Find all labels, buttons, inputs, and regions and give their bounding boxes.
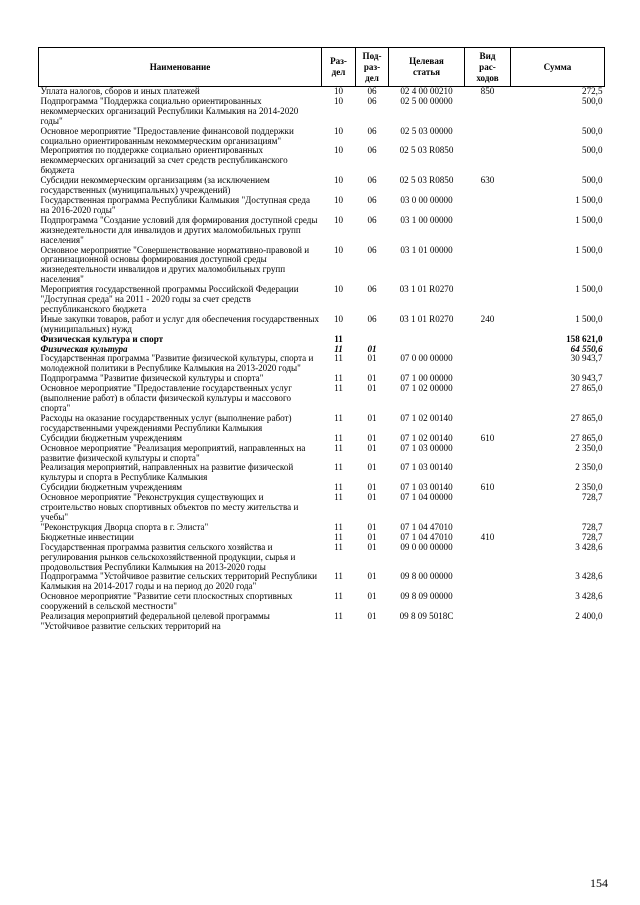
row-sum: 272,5 <box>582 86 603 96</box>
row-razdel: 11 <box>334 611 343 622</box>
row-expense-type <box>465 127 511 147</box>
row-expense-type: 630 <box>480 175 495 186</box>
row-podrazdel: 01 <box>367 611 377 622</box>
page-number: 154 <box>590 876 608 890</box>
row-name: Подпрограмма "Поддержка социально ориентированных некоммерческих организаций Республики Калмыкия на 2014-2020 годы" <box>40 95 299 126</box>
row-name: Реализация мероприятий, направленных на развитие физической культуры и спорта в Республике Калмыкия <box>40 462 294 483</box>
budget-table <box>38 47 605 632</box>
row-sum: 500,0 <box>582 125 603 136</box>
row-podrazdel: 01 <box>367 373 377 384</box>
row-name: Государственная программа развития сельского хозяйства и регулирования рынков сельскохозяйственной продукции, сырья и продовольствия Республики Калмыкия на 2013-2020 годы <box>40 541 296 572</box>
row-expense-type <box>465 345 511 355</box>
row-sum: 2 350,0 <box>575 442 603 453</box>
row-razdel: 10 <box>333 313 344 324</box>
row-sum: 3 428,6 <box>575 591 603 602</box>
row-sum: 2 350,0 <box>575 462 603 473</box>
row-name: Основное мероприятие "Предоставление финансовой поддержки социально ориентированным некоммерческим организациям" <box>40 125 294 146</box>
row-sum: 1 500,0 <box>575 214 603 225</box>
row-target-article: 02 4 00 00210 <box>400 86 453 96</box>
row-target-article: 09 8 09 00000 <box>400 591 453 602</box>
row-name: Подпрограмма "Развитие физической культуры и спорта" <box>40 373 264 384</box>
row-name: Подпрограмма "Устойчивое развитие сельских территорий Республики Калмыкия на 2014-2017 годы и на период до 2020 года" <box>40 571 318 592</box>
row-expense-type <box>465 97 511 127</box>
row-expense-type: 850 <box>480 86 495 96</box>
header-target-article: Целевая статья <box>389 48 465 87</box>
header-expense-type: Вид рас- ходов <box>465 48 511 87</box>
row-razdel: 11 <box>334 343 343 354</box>
row-name: Основное мероприятие "Развитие сети плоскостных спортивных сооружений в сельской местности" <box>40 591 293 612</box>
row-target-article: 03 1 01 R0270 <box>399 313 454 324</box>
row-expense-type <box>465 216 511 246</box>
row-target-article: 03 1 01 R0270 <box>399 284 454 295</box>
table-body <box>39 87 605 632</box>
row-target-article: 03 1 01 00000 <box>400 244 453 255</box>
row-name: Основное мероприятие "Реконструкция существующих и строительство новых спортивных объектов по месту жительства и учебы" <box>40 492 299 522</box>
row-razdel: 10 <box>333 194 344 205</box>
row-podrazdel: 01 <box>367 383 377 394</box>
row-podrazdel: 06 <box>367 214 377 225</box>
row-podrazdel: 06 <box>367 145 377 156</box>
row-podrazdel: 01 <box>367 442 377 453</box>
row-expense-type <box>465 335 511 345</box>
row-podrazdel: 01 <box>367 432 377 443</box>
row-podrazdel: 01 <box>367 591 377 602</box>
table-row <box>39 493 605 523</box>
row-name: Иные закупки товаров, работ и услуг для обеспечения государственных (муниципальных) нужд <box>40 313 319 334</box>
row-expense-type: 240 <box>480 313 495 324</box>
row-target-article: 02 5 00 00000 <box>400 95 453 106</box>
row-target-article: 07 1 02 00000 <box>400 383 453 394</box>
row-target-article: 02 5 03 R0850 <box>399 175 454 186</box>
row-name: Физическая культура <box>40 343 128 354</box>
row-sum: 1 500,0 <box>575 284 603 295</box>
row-podrazdel: 06 <box>367 125 377 136</box>
row-target-article: 09 0 00 00000 <box>400 541 453 552</box>
row-sum: 500,0 <box>582 175 603 186</box>
row-podrazdel: 01 <box>367 482 377 493</box>
row-target-article: 07 1 00 00000 <box>400 373 453 384</box>
row-name: Государственная программа Республики Калмыкия "Доступная среда на 2016-2020 годы" <box>40 194 310 215</box>
row-target-article: 07 1 03 00140 <box>400 462 453 473</box>
row-razdel: 10 <box>333 86 344 96</box>
row-name: Субсидии некоммерческим организациям (за исключением государственных (муниципальных) учреждений) <box>40 175 270 196</box>
row-podrazdel: 01 <box>367 353 377 364</box>
row-razdel: 11 <box>334 412 343 423</box>
row-target-article: 07 1 02 00140 <box>400 412 453 423</box>
row-razdel: 10 <box>333 145 344 156</box>
row-sum: 27 865,0 <box>570 432 603 443</box>
row-expense-type: 410 <box>480 531 495 542</box>
row-name: Уплата налогов, сборов и иных платежей <box>40 86 200 96</box>
row-expense-type: 610 <box>480 432 495 443</box>
row-expense-type <box>465 543 511 573</box>
table-row <box>39 246 605 286</box>
row-sum: 1 500,0 <box>575 244 603 255</box>
table-row <box>39 97 605 127</box>
row-sum: 728,7 <box>582 492 603 503</box>
row-podrazdel: 06 <box>367 175 377 186</box>
row-sum: 500,0 <box>582 145 603 156</box>
row-podrazdel: 01 <box>367 521 377 532</box>
row-razdel: 11 <box>334 571 343 582</box>
row-expense-type <box>465 592 511 612</box>
row-podrazdel: 06 <box>367 86 377 96</box>
table-row <box>39 285 605 315</box>
row-razdel: 10 <box>333 175 344 186</box>
row-razdel: 11 <box>334 521 343 532</box>
row-razdel: 10 <box>333 95 344 106</box>
row-podrazdel: 01 <box>367 571 377 582</box>
row-razdel: 11 <box>334 462 343 473</box>
row-target-article: 03 1 00 00000 <box>400 214 453 225</box>
row-razdel: 11 <box>334 442 343 453</box>
row-expense-type: 610 <box>480 482 495 493</box>
row-name: Физическая культура и спорт <box>40 333 164 344</box>
row-podrazdel: 06 <box>367 313 377 324</box>
row-name: Мероприятия по поддержке социально ориентированных некоммерческих организаций за счет средств республиканского бюджета <box>40 145 288 176</box>
row-razdel: 11 <box>334 541 343 552</box>
row-target-article: 07 1 04 47010 <box>400 531 453 542</box>
row-name: Мероприятия государственной программы Российской Федерации "Доступная среда" на 2011 - 2020 годы за счет средств республиканского бюджета <box>40 284 299 314</box>
row-sum: 27 865,0 <box>570 412 603 423</box>
table-row <box>39 543 605 573</box>
table-row <box>39 176 605 196</box>
table-row <box>39 463 605 483</box>
row-expense-type <box>465 612 511 632</box>
row-podrazdel: 01 <box>367 343 377 354</box>
table-row <box>39 444 605 464</box>
row-expense-type <box>465 414 511 434</box>
row-sum: 64 550,6 <box>570 343 603 354</box>
row-razdel: 10 <box>333 214 344 225</box>
table-row <box>39 612 605 632</box>
row-sum: 2 400,0 <box>575 611 603 622</box>
table-row <box>39 216 605 246</box>
row-target-article: 02 5 03 R0850 <box>399 145 454 156</box>
row-name: Субсидии бюджетным учреждениям <box>40 482 183 493</box>
row-target-article: 07 1 04 47010 <box>400 521 453 532</box>
row-sum: 3 428,6 <box>575 541 603 552</box>
table-row <box>39 146 605 176</box>
row-name: Основное мероприятие "Реализация мероприятий, направленных на развитие физической культуры и спорта" <box>40 442 306 463</box>
row-razdel: 11 <box>334 492 343 503</box>
table-row <box>39 572 605 592</box>
row-target-article: 02 5 03 00000 <box>400 125 453 136</box>
row-target-article: 09 8 09 5018С <box>399 611 454 622</box>
row-razdel: 11 <box>334 333 343 344</box>
row-name: Государственная программа "Развитие физической культуры, спорта и молодежной политики в Республике Калмыкия на 2013-2020 годы" <box>40 353 314 374</box>
row-expense-type <box>465 463 511 483</box>
row-name: Подпрограмма "Создание условий для формирования доступной среды жизнедеятельности для инвалидов и других маломобильных групп населения" <box>40 214 318 245</box>
header-name: Наименование <box>39 48 322 87</box>
row-expense-type <box>465 196 511 216</box>
row-razdel: 11 <box>334 373 343 384</box>
row-name: Расходы на оказание государственных услуг (выполнение работ) государственными учреждениями Республики Калмыкия <box>40 412 292 433</box>
row-target-article <box>389 335 465 345</box>
row-podrazdel: 06 <box>367 244 377 255</box>
row-expense-type <box>465 444 511 464</box>
row-sum: 728,7 <box>582 521 603 532</box>
row-target-article: 07 1 02 00140 <box>400 432 453 443</box>
row-target-article: 03 0 00 00000 <box>400 194 453 205</box>
table-row <box>39 315 605 335</box>
header-podrazdel: Под- раз- дел <box>356 48 389 87</box>
row-razdel: 10 <box>333 284 344 295</box>
row-razdel: 10 <box>333 125 344 136</box>
row-podrazdel: 01 <box>367 531 377 542</box>
row-expense-type <box>465 384 511 414</box>
row-podrazdel: 01 <box>367 492 377 503</box>
row-expense-type <box>465 146 511 176</box>
row-podrazdel: 06 <box>367 194 377 205</box>
row-expense-type <box>465 572 511 592</box>
row-sum: 158 621,0 <box>566 333 603 344</box>
row-target-article: 07 0 00 00000 <box>400 353 453 364</box>
row-razdel: 11 <box>334 353 343 364</box>
row-razdel: 11 <box>334 591 343 602</box>
budget-table-page <box>38 47 604 632</box>
row-podrazdel: 01 <box>367 541 377 552</box>
header-razdel: Раз- дел <box>322 48 356 87</box>
row-sum: 500,0 <box>582 95 603 106</box>
row-podrazdel: 01 <box>367 412 377 423</box>
row-razdel: 11 <box>334 432 343 443</box>
row-podrazdel: 01 <box>367 462 377 473</box>
row-target-article: 07 1 03 00140 <box>400 482 453 493</box>
row-target-article: 09 8 00 00000 <box>400 571 453 582</box>
row-name: Основное мероприятие "Совершенствование нормативно-правовой и организационной основы формирования доступной среды жизнедеятельности инвалидов и других маломобильных групп населения" <box>40 244 310 285</box>
table-row <box>39 592 605 612</box>
table-row <box>39 384 605 414</box>
row-sum: 30 943,7 <box>570 353 603 364</box>
table-row <box>39 196 605 216</box>
row-expense-type <box>465 354 511 374</box>
row-sum: 3 428,6 <box>575 571 603 582</box>
row-sum: 30 943,7 <box>570 373 603 384</box>
row-sum: 2 350,0 <box>575 482 603 493</box>
row-razdel: 10 <box>333 244 344 255</box>
table-row <box>39 127 605 147</box>
row-expense-type <box>465 285 511 315</box>
row-expense-type <box>465 493 511 523</box>
header-sum: Сумма <box>511 48 605 87</box>
row-target-article: 07 1 03 00000 <box>400 442 453 453</box>
row-razdel: 11 <box>334 482 343 493</box>
row-sum: 1 500,0 <box>575 313 603 324</box>
row-podrazdel: 06 <box>367 95 377 106</box>
row-razdel: 11 <box>334 531 343 542</box>
row-name: Реализация мероприятий федеральной целевой программы "Устойчивое развитие сельских территорий на <box>40 611 270 631</box>
row-sum: 1 500,0 <box>575 194 603 205</box>
row-expense-type <box>465 246 511 286</box>
row-name: Основное мероприятие "Предоставление государственных услуг (выполнение работ) в области физической культуры и массового спорта" <box>40 383 292 413</box>
row-name: Субсидии бюджетным учреждениям <box>40 432 183 443</box>
table-row <box>39 414 605 434</box>
row-sum: 27 865,0 <box>570 383 603 394</box>
row-razdel: 11 <box>334 383 343 394</box>
row-name: Бюджетные инвестиции <box>40 531 134 542</box>
row-sum: 728,7 <box>582 531 603 542</box>
table-row <box>39 354 605 374</box>
row-target-article: 07 1 04 00000 <box>400 492 453 503</box>
row-name: "Реконструкция Дворца спорта в г. Элиста" <box>40 521 209 532</box>
table-header <box>39 48 605 87</box>
row-podrazdel: 06 <box>367 284 377 295</box>
row-expense-type <box>465 374 511 384</box>
